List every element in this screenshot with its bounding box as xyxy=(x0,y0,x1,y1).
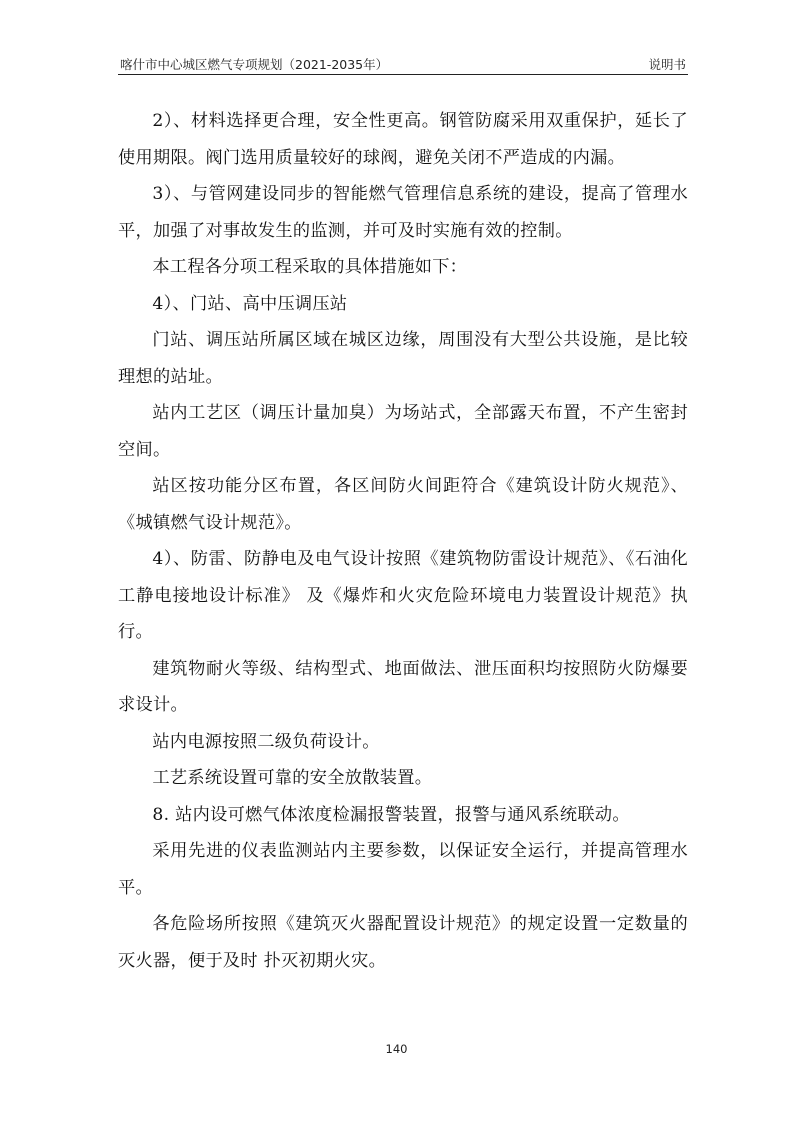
paragraph-measures-intro: 本工程各分项工程采取的具体措施如下： xyxy=(152,257,468,277)
document-title: 喀什市中心城区燃气专项规划（2021-2035年） xyxy=(120,57,389,72)
paragraph-station-heading: 4）、门站、高中压调压站 xyxy=(152,293,348,314)
paragraph-smart-gas-system: 3）、与管网建设同步的智能燃气管理信息系统的建设，提高了管理水平，加强了对事故发生的监测，并可及时实施有效的控制。 xyxy=(118,184,688,241)
paragraph-fire-resistance: 建筑物耐火等级、结构型式、地面做法、泄压面积均按照防火防爆要求设计。 xyxy=(118,658,688,715)
page-header xyxy=(118,52,688,75)
paragraph-power-supply: 站内电源按照二级负荷设计。 xyxy=(152,731,380,752)
paragraph-lightning-protection: 4）、防雷、防静电及电气设计按照《建筑物防雷设计规范》、《石油化工静电接地设计标准》 及《爆炸和火灾危险环境电力装置设计规范》执行。 xyxy=(118,549,688,642)
page-number: 140 xyxy=(385,1042,408,1056)
paragraph-fire-spacing: 站区按功能分区布置，各区间防火间距符合《建筑设计防火规范》、《城镇燃气设计规范》。 xyxy=(118,476,688,533)
section-label: 说明书 xyxy=(648,57,686,72)
document-body xyxy=(118,103,688,979)
paragraph-gas-alarm: 8. 站内设可燃气体浓度检漏报警装置，报警与通风系统联动。 xyxy=(152,804,630,825)
paragraph-process-area: 站内工艺区（调压计量加臭）为场站式，全部露天布置，不产生密封空间。 xyxy=(118,403,688,460)
paragraph-fire-extinguishers: 各危险场所按照《建筑灭火器配置设计规范》的规定设置一定数量的灭火器，便于及时 扑灭初期火灾。 xyxy=(118,914,688,971)
paragraph-instrument-monitoring: 采用先进的仪表监测站内主要参数，以保证安全运行，并提高管理水平。 xyxy=(118,841,688,898)
paragraph-station-location: 门站、调压站所属区域在城区边缘，周围没有大型公共设施，是比较理想的站址。 xyxy=(118,330,688,387)
paragraph-safety-vent: 工艺系统设置可靠的安全放散装置。 xyxy=(152,768,433,788)
paragraph-material-selection: 2）、材料选择更合理，安全性更高。钢管防腐采用双重保护，延长了使用期限。阀门选用质量较好的球阀，避免关闭不严造成的内漏。 xyxy=(118,111,688,168)
